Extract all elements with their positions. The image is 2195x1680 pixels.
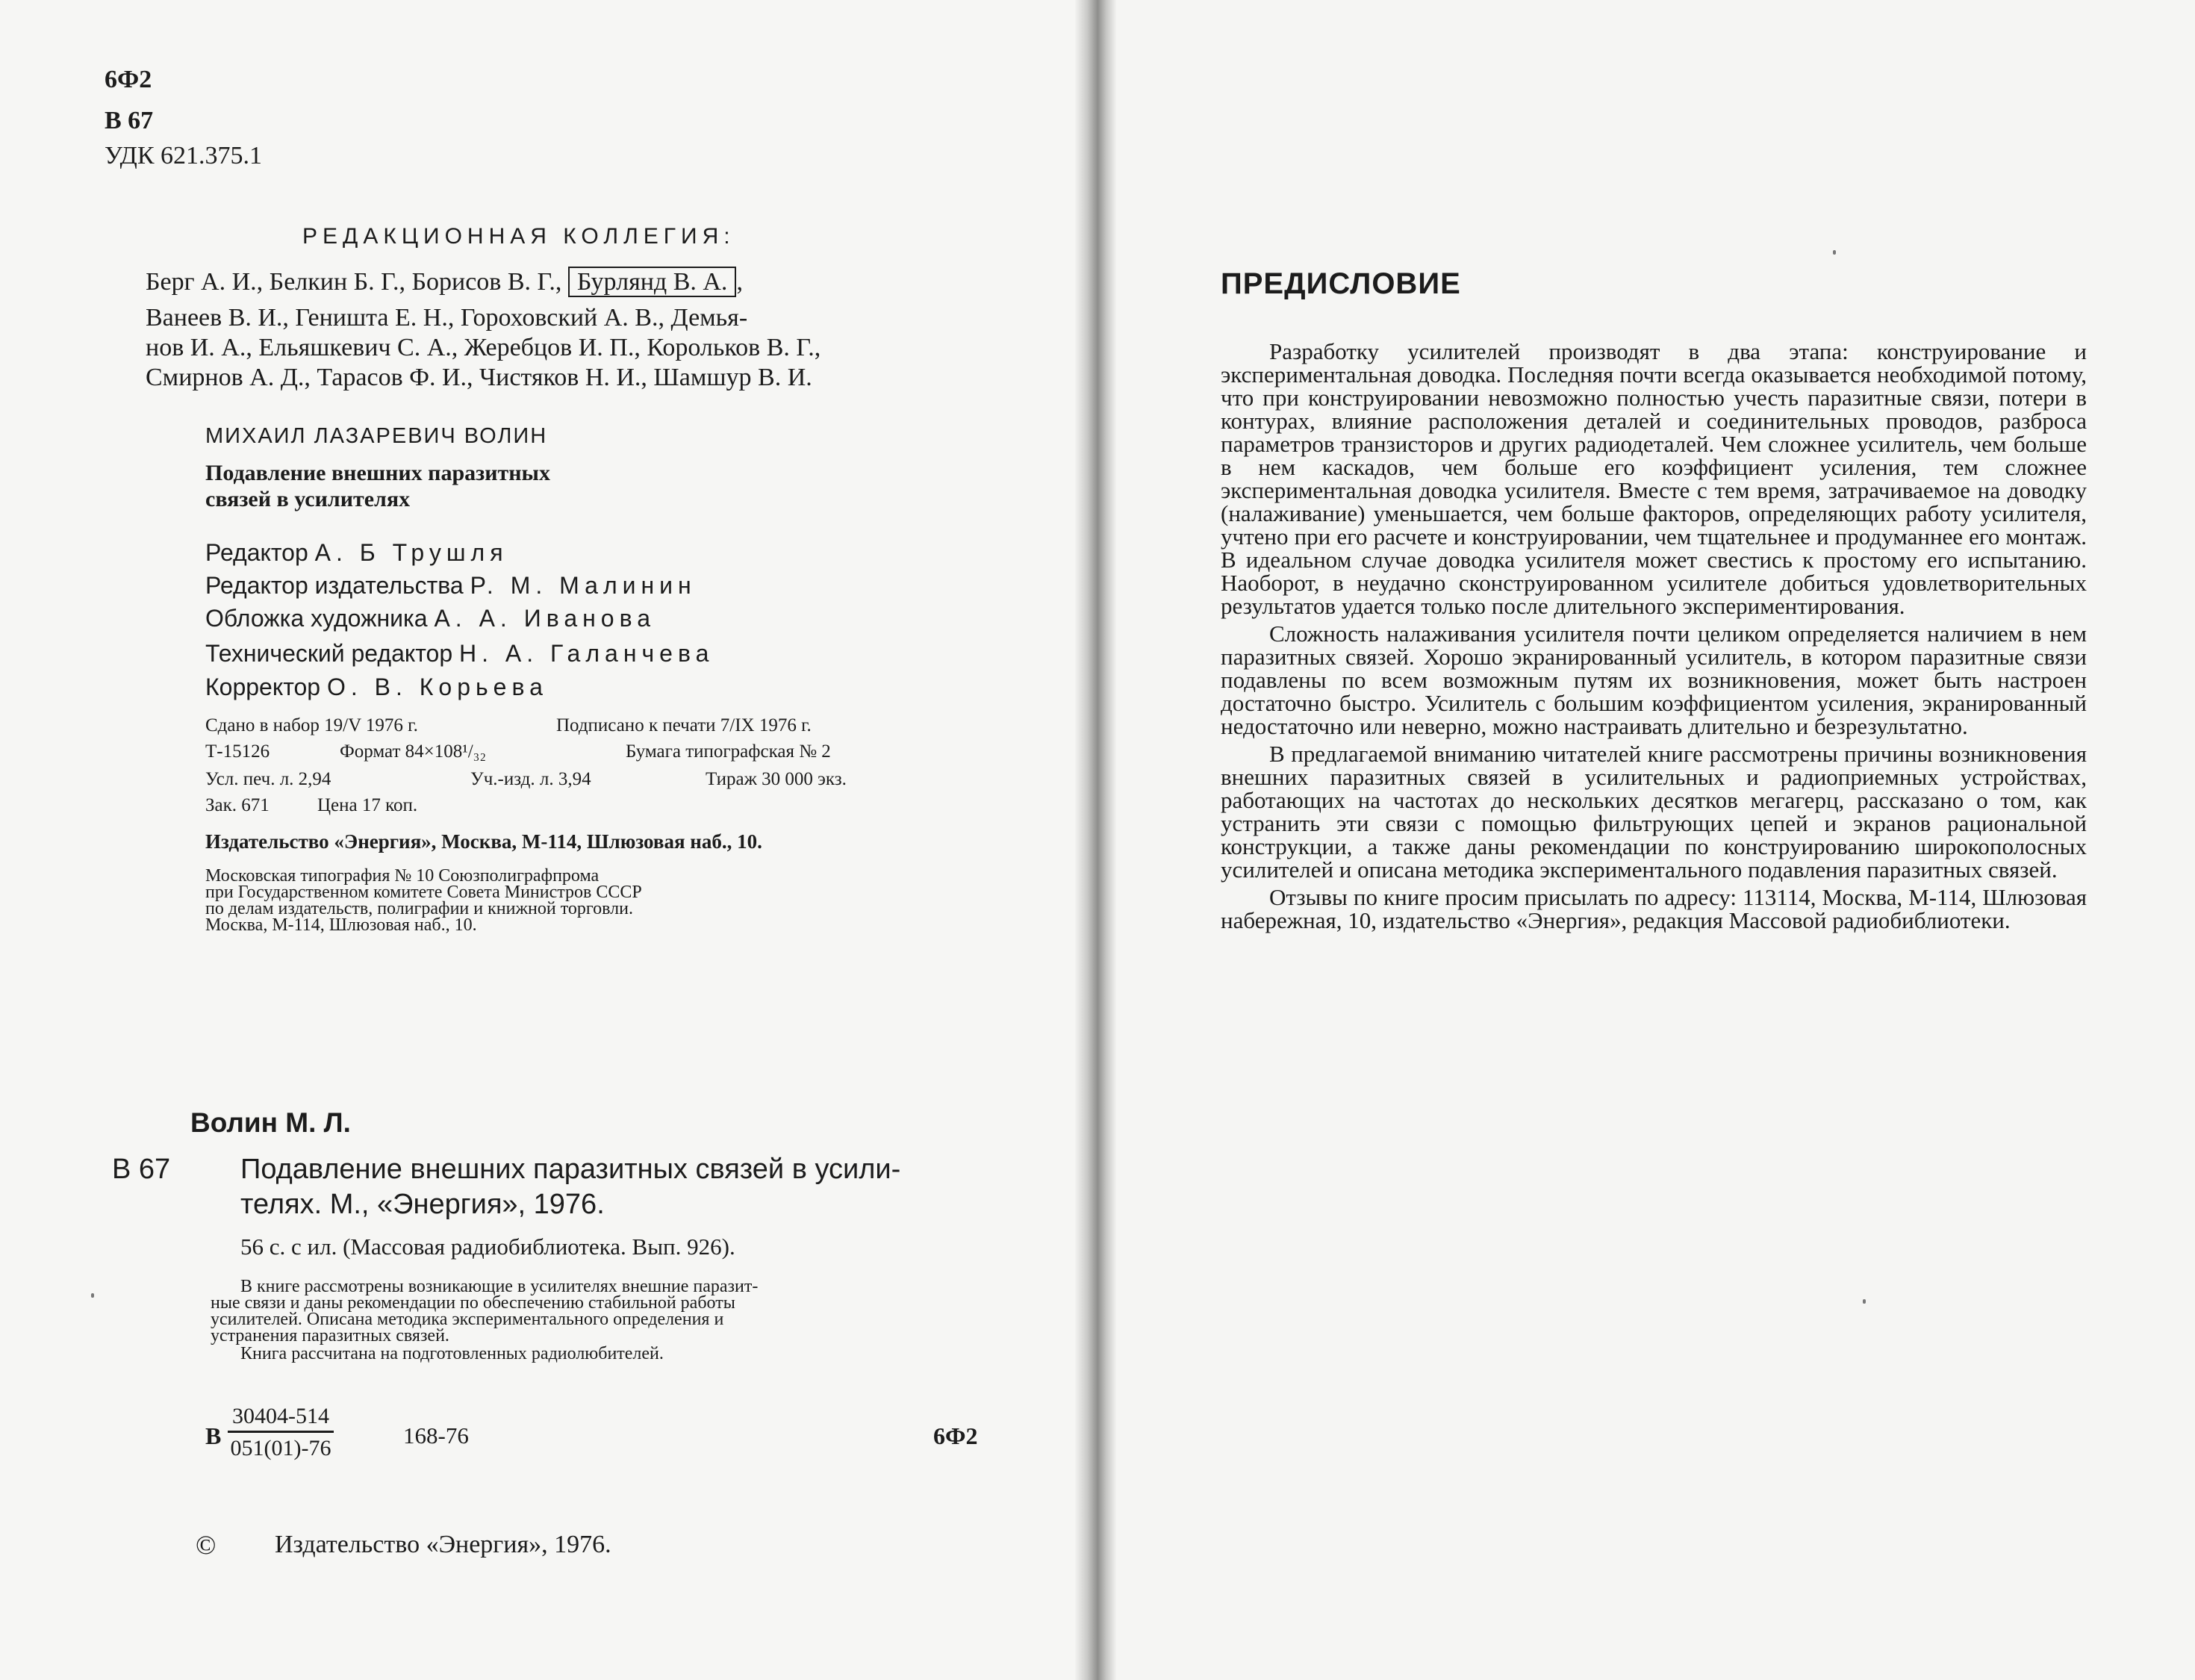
editorial-board-line-1 xyxy=(146,265,743,299)
catalog-abstract-line-2: ные связи и даны рекомендации по обеспечению стабильной работы xyxy=(211,1293,735,1313)
bbk-classification: 6Ф2 xyxy=(105,66,152,93)
preface-paragraph-4: Отзывы по книге просим присылать по адресу: 113114, Москва, М-114, Шлюзовая набережная, 10, издательство «Энергия», редакция Массовой радиобиблиотеки. xyxy=(1221,884,2087,933)
print-order: Зак. 671 xyxy=(205,795,270,815)
book-gutter xyxy=(1075,0,1116,1680)
preface-paragraph-3: В предлагаемой вниманию читателей книге рассмотрены причины возникновения внешних паразитных связей в усилительных и радиоприемных устройствах, работающих на частотах до нескольких десятков мегагерц, рассказано о том, как устранить эти связи с помощью фильтрующих цепей и экранов рациональной конструкции, а также даны рекомендации по конструированию широкополосных усилителей и описана методика экспериментального подавления паразитных связей. xyxy=(1221,741,2087,883)
credit-technical-editor xyxy=(205,640,714,668)
book-title-line-2: связей в усилителях xyxy=(205,487,411,511)
memorial-box-name: Бурлянд В. А. xyxy=(568,267,737,297)
credit-name: О. В. Корьева xyxy=(326,673,548,700)
credit-role: Редактор издательства xyxy=(205,572,464,599)
editorial-board-line-2: Ванеев В. И., Геништа Е. Н., Гороховский А. В., Демья- xyxy=(146,304,748,332)
index-numerator: 30404-514 xyxy=(228,1404,334,1433)
print-signed: Подписано к печати 7/IX 1976 г. xyxy=(556,715,812,735)
editorial-board-heading: РЕДАКЦИОННАЯ КОЛЛЕГИЯ: xyxy=(302,224,735,249)
credit-editor xyxy=(205,539,508,567)
preface-heading: ПРЕДИСЛОВИЕ xyxy=(1221,267,1461,300)
print-run: Тираж 30 000 экз. xyxy=(706,769,847,789)
print-speck xyxy=(1863,1299,1866,1304)
credit-role: Корректор xyxy=(205,673,321,700)
catalog-mark: В 67 xyxy=(112,1154,171,1185)
catalog-abstract-line-5: Книга рассчитана на подготовленных радиолюбителей. xyxy=(240,1344,664,1363)
index-letter: В xyxy=(205,1422,222,1449)
publisher-address: Издательство «Энергия», Москва, М-114, Шлюзовая наб., 10. xyxy=(205,830,762,853)
publication-sheets: Уч.-изд. л. 3,94 xyxy=(470,769,591,789)
catalog-physical-description: 56 с. с ил. (Массовая радиобиблиотека. Вып. 926). xyxy=(240,1233,735,1260)
print-code: Т-15126 xyxy=(205,741,270,762)
index-fraction xyxy=(228,1404,334,1461)
copyright-text: Издательство «Энергия», 1976. xyxy=(275,1531,611,1558)
copyright-symbol: © xyxy=(196,1530,217,1560)
author-mark: В 67 xyxy=(105,107,154,134)
editorial-board-names: Берг А. И., Белкин Б. Г., Борисов В. Г., xyxy=(146,268,562,296)
print-format: Формат 84×108¹/₃₂ xyxy=(340,741,487,762)
author-full-name: МИХАИЛ ЛАЗАРЕВИЧ ВОЛИН xyxy=(205,424,548,448)
editorial-board-line-4: Смирнов А. Д., Тарасов Ф. И., Чистяков Н. И., Шамшур В. И. xyxy=(146,364,812,391)
print-price: Цена 17 коп. xyxy=(317,795,418,815)
catalog-abstract-line-3: усилителей. Описана методика экспериментального определения и xyxy=(211,1310,724,1329)
print-sheets: Усл. печ. л. 2,94 xyxy=(205,769,331,789)
credit-name: Р. М. Малинин xyxy=(470,572,697,599)
catalog-abstract-line-1: В книге рассмотрены возникающие в усилителях внешние паразит- xyxy=(240,1277,759,1296)
print-submitted: Сдано в набор 19/V 1976 г. xyxy=(205,715,418,735)
catalog-title-line-2: телях. М., «Энергия», 1976. xyxy=(240,1189,605,1220)
index-code: 168-76 xyxy=(403,1422,469,1449)
catalog-title-line-1: Подавление внешних паразитных связей в усили- xyxy=(240,1154,901,1185)
credit-name: Н. А. Галанчева xyxy=(459,640,714,667)
credit-role: Редактор xyxy=(205,539,308,566)
preface-body xyxy=(1221,340,2087,936)
print-speck xyxy=(1833,250,1836,255)
catalog-author: Волин М. Л. xyxy=(190,1107,351,1138)
print-speck xyxy=(91,1293,94,1298)
left-page xyxy=(0,0,1075,1680)
right-page xyxy=(1116,0,2195,1680)
credit-name: А. Б Трушля xyxy=(314,539,508,566)
book-title-line-1: Подавление внешних паразитных xyxy=(205,461,550,485)
credit-publishing-editor xyxy=(205,572,697,600)
editorial-board-comma: , xyxy=(736,268,743,296)
credit-proofreader xyxy=(205,673,548,701)
catalog-abstract-line-4: устранения паразитных связей. xyxy=(211,1326,449,1345)
index-denominator: 051(01)-76 xyxy=(230,1436,331,1460)
preface-paragraph-1: Разработку усилителей производят в два этапа: конструирование и экспериментальная доводка. Последняя почти всегда оказывается необходимой потому, что при конструировании невозможно полностью учесть паразитные связи, потери в контурах, влияние расположения деталей и соединительных проводов, разброса параметров транзисторов и других радиодеталей. Чем сложнее усилитель, чем больше в нем каскадов, чем больше его коэффициент усиления, тем сложнее экспериментальная доводка усилителя. Вместе с тем время, затрачиваемое на доводку (налаживание) уменьшается, чем больше факторов, определяющих работу усилителя, учтено при его расчете и конструировании, чем тщательнее и продуманнее его монтаж. В идеальном случае доводка усилителя может свестись к простому его испытанию. Наоборот, в неудачно сконструированном усилителе добиться удовлетворительных результатов удается только после длительного экспериментирования. xyxy=(1221,338,2087,619)
udc-code: УДК 621.375.1 xyxy=(105,142,263,169)
credit-role: Обложка художника xyxy=(205,605,428,632)
credit-name: А. А. Иванова xyxy=(434,605,656,632)
printer-line-2: при Государственном комитете Совета Министров СССР xyxy=(205,883,642,902)
preface-paragraph-2: Сложность налаживания усилителя почти целиком определяется наличием в нем паразитных связей. Хорошо экранированный усилитель, в котором паразитные связи подавлены по всем возможным путям их возникновения, может быть настроен достаточно быстро. Усилитель с большим коэффициентом усиления, экранированный недостаточно или неверно, можно настраивать длительно и безрезультатно. xyxy=(1221,620,2087,739)
print-paper: Бумага типографская № 2 xyxy=(626,741,831,762)
index-class: 6Ф2 xyxy=(933,1422,978,1449)
printer-line-1: Московская типография № 10 Союзполиграфпрома xyxy=(205,866,600,886)
printer-line-3: по делам издательств, полиграфии и книжной торговли. xyxy=(205,899,633,918)
credit-cover-artist xyxy=(205,605,656,632)
printer-line-4: Москва, М-114, Шлюзовая наб., 10. xyxy=(205,915,477,935)
editorial-board-line-3: нов И. А., Ельяшкевич С. А., Жеребцов И. П., Корольков В. Г., xyxy=(146,334,821,361)
credit-role: Технический редактор xyxy=(205,640,453,667)
